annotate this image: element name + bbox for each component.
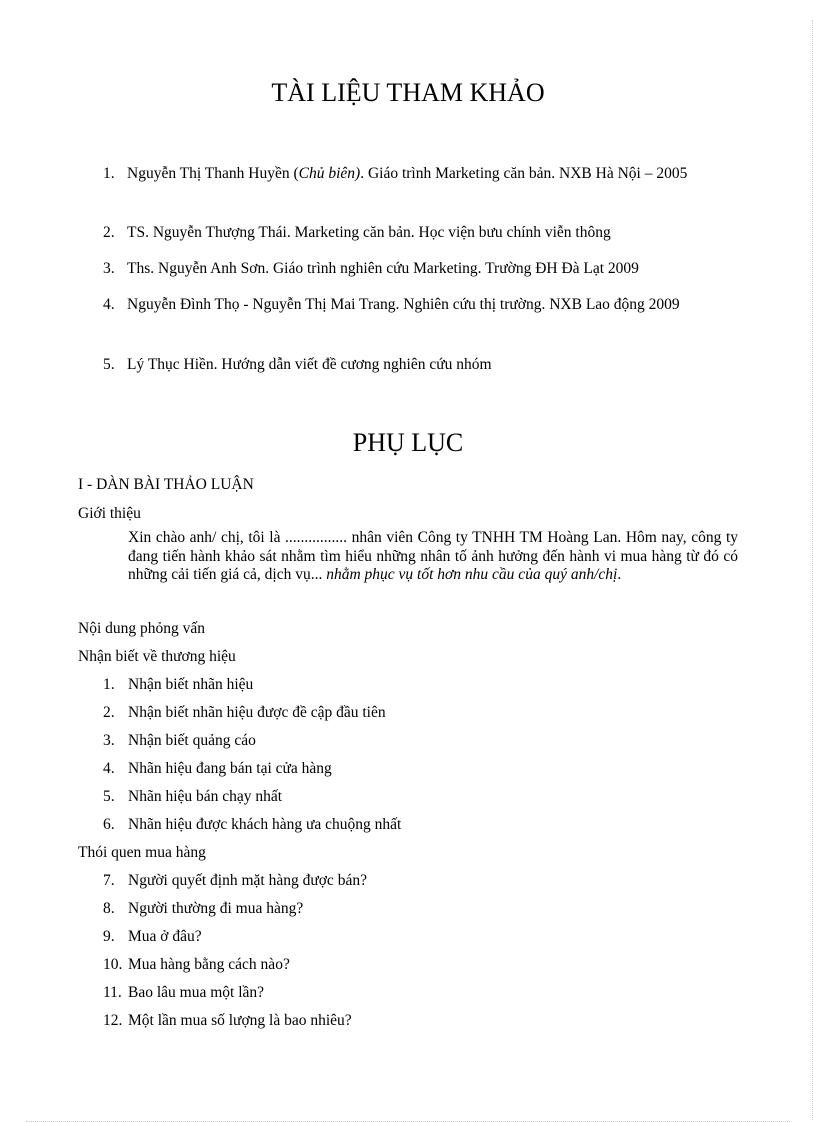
reference-item xyxy=(103,257,733,280)
question-number: 3. xyxy=(103,732,115,749)
brand-heading: Nhận biết về thương hiệu xyxy=(78,648,236,665)
reference-item xyxy=(103,293,733,316)
question-text: Bao lâu mua một lần? xyxy=(128,984,265,1001)
intro-italic-text: nhằm phục vụ tốt hơn nhu cầu của quý anh/chị xyxy=(326,566,618,583)
reference-editor-note: Chủ biên) xyxy=(298,165,361,182)
habit-question xyxy=(103,1011,352,1031)
reference-item xyxy=(103,162,733,185)
brand-question xyxy=(103,731,256,751)
habit-question xyxy=(103,927,202,947)
habit-heading: Thói quen mua hàng xyxy=(78,844,206,861)
brand-question xyxy=(103,815,401,835)
question-text: Nhận biết nhãn hiệu được đề cập đầu tiên xyxy=(128,704,386,721)
intro-paragraph xyxy=(128,529,738,585)
question-text: Một lần mua số lượng là bao nhiêu? xyxy=(128,1012,352,1029)
question-number: 7. xyxy=(103,872,115,889)
question-text: Người thường đi mua hàng? xyxy=(128,900,304,917)
reference-text: Nguyễn Đình Thọ - Nguyễn Thị Mai Trang. Nghiên cứu thị trường. NXB Lao động 2009 xyxy=(127,296,680,313)
question-text: Người quyết định mặt hàng được bán? xyxy=(128,872,367,889)
reference-number: 5. xyxy=(103,356,115,373)
page-bottom-border xyxy=(26,1121,790,1122)
question-number: 6. xyxy=(103,816,115,833)
question-text: Mua hàng bằng cách nào? xyxy=(128,956,290,973)
section-heading: I - DÀN BÀI THẢO LUẬN xyxy=(78,476,254,493)
habit-question xyxy=(103,899,303,919)
question-number: 10. xyxy=(103,956,123,973)
question-number: 2. xyxy=(103,704,115,721)
reference-text: Ths. Nguyễn Anh Sơn. Giáo trình nghiên cứu Marketing. Trường ĐH Đà Lạt 2009 xyxy=(127,260,639,277)
intro-end: . xyxy=(617,566,622,583)
references-title: TÀI LIỆU THAM KHẢO xyxy=(271,78,545,107)
question-text: Nhãn hiệu bán chạy nhất xyxy=(128,788,283,805)
brand-question xyxy=(103,703,386,723)
question-text: Nhãn hiệu đang bán tại cửa hàng xyxy=(128,760,332,777)
question-number: 9. xyxy=(103,928,115,945)
reference-text: Lý Thục Hiền. Hướng dẫn viết đề cương nghiên cứu nhóm xyxy=(127,356,492,373)
reference-number: 3. xyxy=(103,260,115,277)
question-number: 12. xyxy=(103,1012,123,1029)
question-number: 5. xyxy=(103,788,115,805)
intro-heading: Giới thiệu xyxy=(78,505,141,522)
reference-text: TS. Nguyễn Thượng Thái. Marketing căn bản. Học viện bưu chính viễn thông xyxy=(127,224,611,241)
reference-item xyxy=(103,353,733,376)
question-number: 1. xyxy=(103,676,115,693)
reference-item xyxy=(103,221,733,244)
question-text: Nhận biết nhãn hiệu xyxy=(128,676,254,693)
reference-text-part: Nguyễn Thị Thanh Huyền ( xyxy=(127,165,299,182)
reference-number: 2. xyxy=(103,224,115,241)
brand-question xyxy=(103,787,282,807)
reference-number: 4. xyxy=(103,296,115,313)
brand-question xyxy=(103,675,253,695)
question-text: Nhận biết quảng cáo xyxy=(128,732,256,749)
question-number: 4. xyxy=(103,760,115,777)
reference-text-part: . Giáo trình Marketing căn bản. NXB Hà Nội – 2005 xyxy=(360,165,688,182)
question-text: Nhãn hiệu được khách hàng ưa chuộng nhất xyxy=(128,816,402,833)
brand-question xyxy=(103,759,332,779)
habit-question xyxy=(103,871,367,891)
habit-question xyxy=(103,983,264,1003)
reference-number: 1. xyxy=(103,165,115,182)
content-heading: Nội dung phỏng vấn xyxy=(78,620,206,637)
intro-text: Xin chào anh/ chị, tôi là ................ nhân viên Công ty TNHH TM Hoàng Lan. Hôm nay, công ty đang tiến hành khảo sát nhằm tìm hiểu những nhân tố ảnh hưởng đến hành vi mua hàng từ đó có những cải tiến giá cả, dịch vụ... xyxy=(128,529,738,583)
reference-text xyxy=(127,162,733,185)
question-number: 11. xyxy=(103,984,122,1001)
appendix-title: PHỤ LỤC xyxy=(352,428,464,457)
page-right-border xyxy=(812,20,813,1120)
question-text: Mua ở đâu? xyxy=(128,928,202,945)
habit-question xyxy=(103,955,290,975)
question-number: 8. xyxy=(103,900,115,917)
